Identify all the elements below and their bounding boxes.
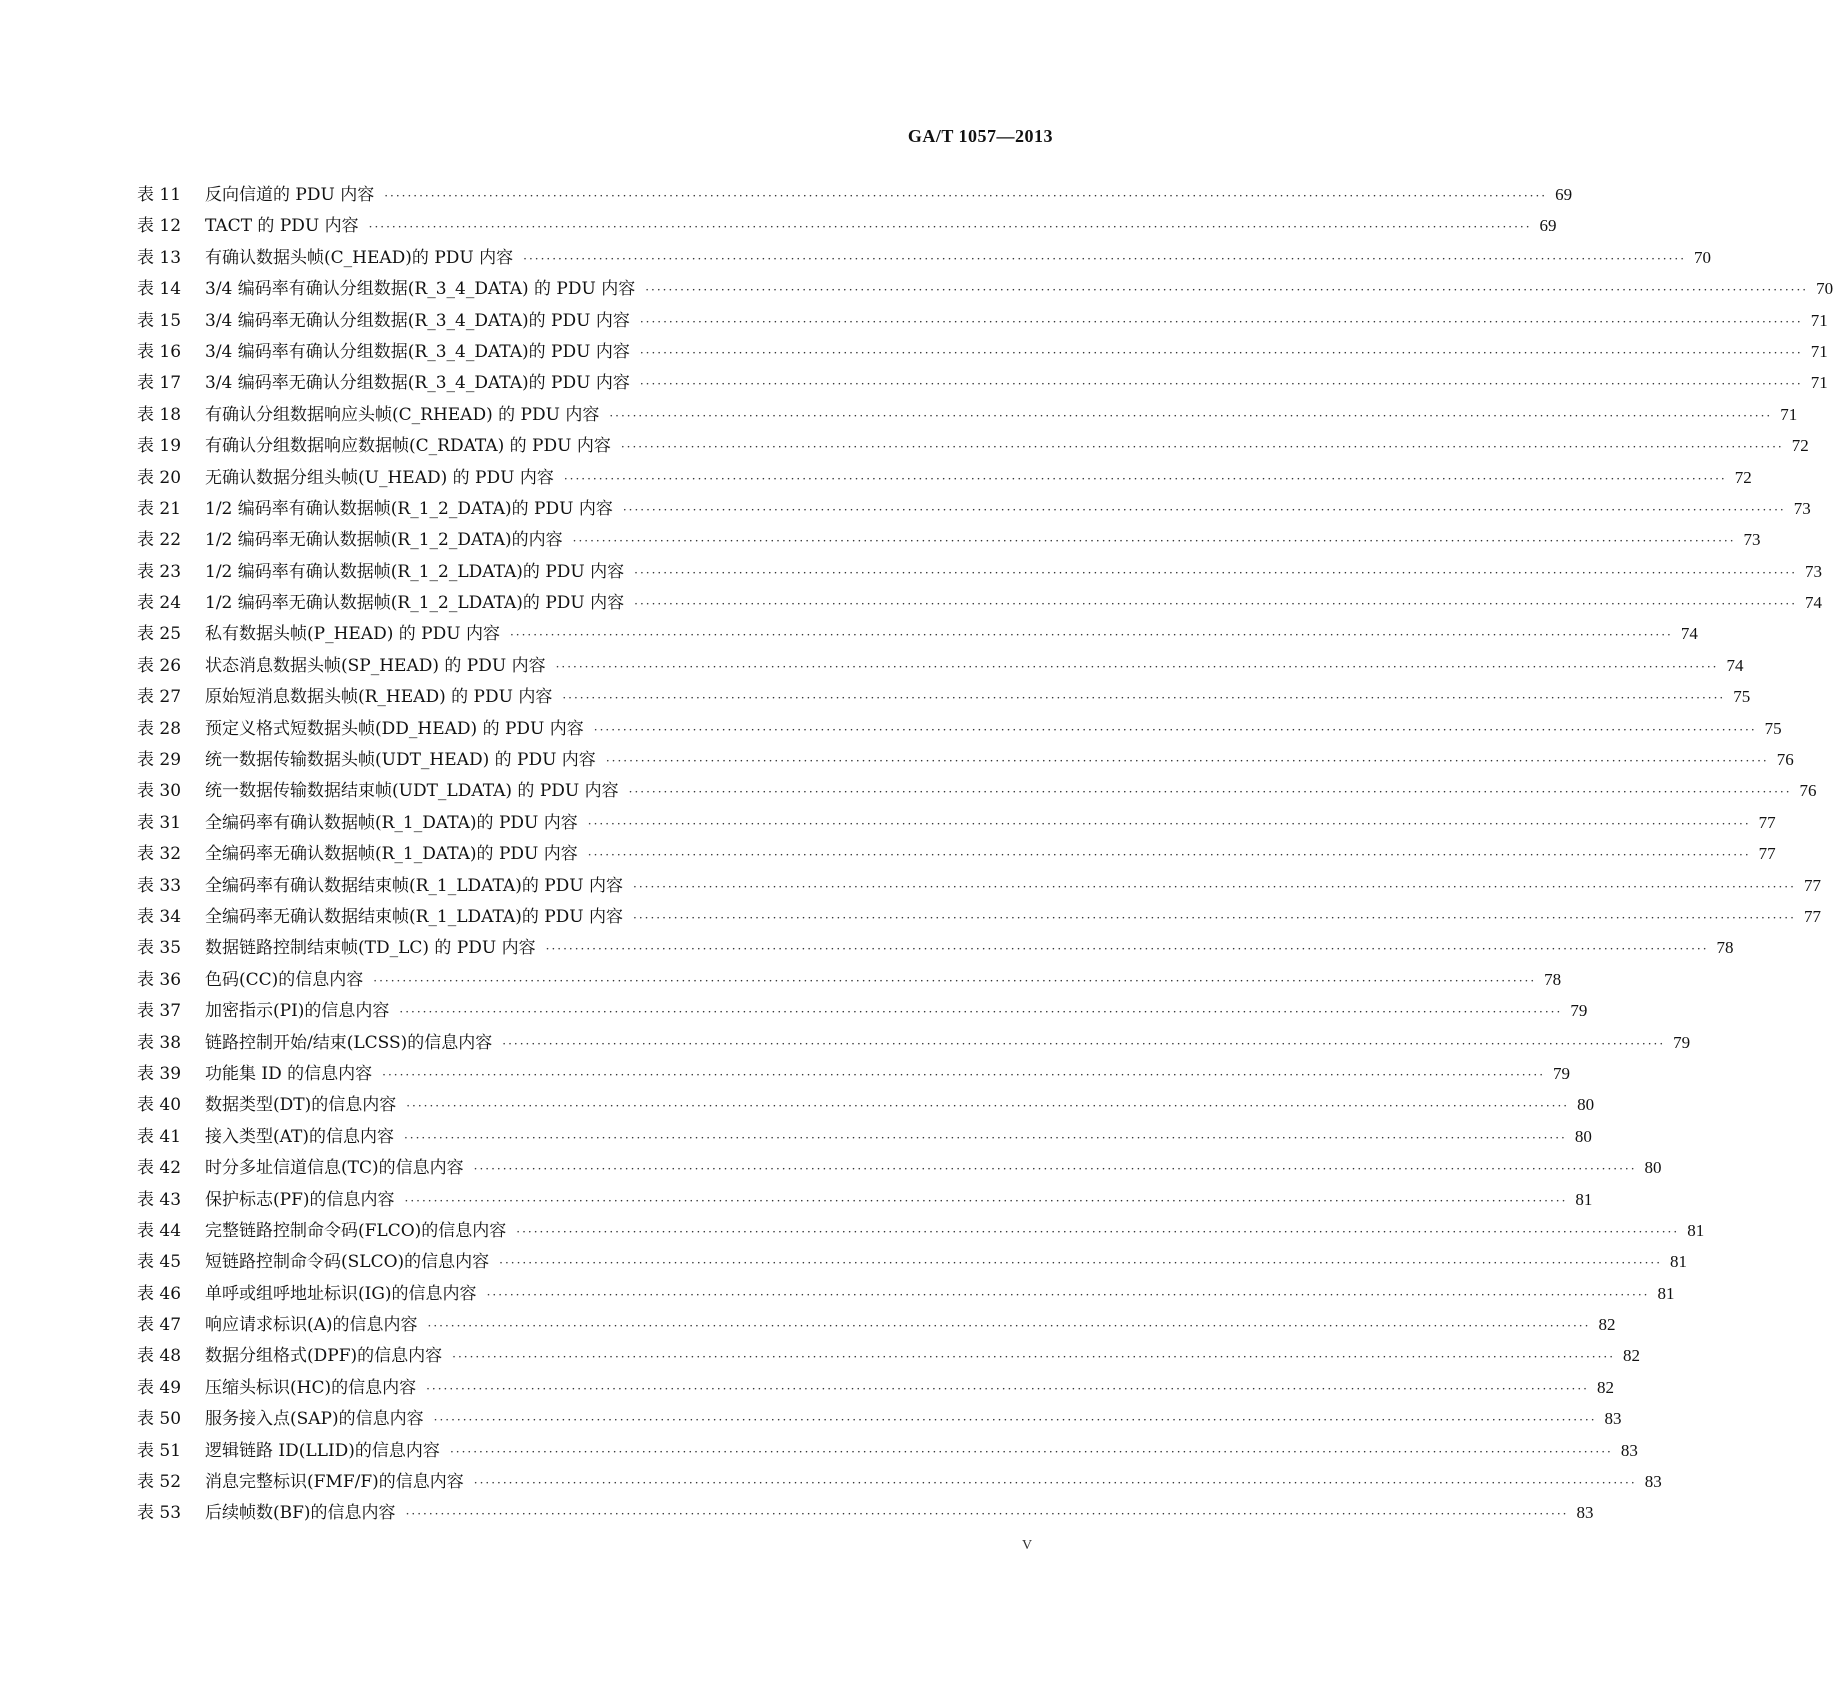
toc-entry[interactable] xyxy=(137,902,1821,933)
dot-leader: ········································································································································································································ xyxy=(639,377,1803,392)
toc-entry-page: 80 xyxy=(1644,1158,1662,1178)
toc-entry-page: 74 xyxy=(1726,655,1744,675)
dot-leader: ········································································································································································································ xyxy=(502,1036,1666,1051)
toc-entry-number: 表 21 xyxy=(137,498,182,519)
toc-entry[interactable] xyxy=(137,1310,1616,1341)
dot-leader: ········································································································································································································ xyxy=(403,1130,1567,1145)
dot-leader: ········································································································································································································ xyxy=(633,879,1796,894)
toc-entry-title: 1/2 编码率有确认数据帧(R_1_2_DATA)的 PDU 内容 xyxy=(205,498,613,519)
toc-entry-title: 1/2 编码率无确认数据帧(R_1_2_DATA)的内容 xyxy=(205,530,563,551)
dot-leader: ········································································································································································································ xyxy=(639,314,1803,329)
toc-entry[interactable] xyxy=(137,965,1562,996)
dot-leader: ········································································································································································································ xyxy=(516,1224,1680,1239)
toc-entry[interactable] xyxy=(137,588,1823,619)
toc-entry-title: 数据类型(DT)的信息内容 xyxy=(205,1095,397,1116)
toc-entry-number: 表 51 xyxy=(137,1440,182,1461)
toc-entry-number: 表 35 xyxy=(137,938,182,959)
toc-entry-page: 77 xyxy=(1758,844,1776,864)
dot-leader: ········································································································································································································ xyxy=(645,283,1809,298)
toc-entry-page: 77 xyxy=(1803,875,1821,895)
toc-entry-title: 色码(CC)的信息内容 xyxy=(205,969,364,990)
toc-entry-number: 表 17 xyxy=(137,373,182,394)
toc-entry-title: 有确认分组数据响应头帧(C_RHEAD) 的 PDU 内容 xyxy=(205,404,600,425)
dot-leader: ········································································································································································································ xyxy=(473,1476,1637,1491)
document-id: GA/T 1057—2013 xyxy=(907,126,1053,146)
toc-entry-page: 73 xyxy=(1743,530,1761,550)
table-of-contents xyxy=(137,180,1833,1530)
toc-entry-number: 表 42 xyxy=(137,1158,182,1179)
toc-entry-page: 69 xyxy=(1555,185,1573,204)
toc-entry-title: 响应请求标识(A)的信息内容 xyxy=(205,1315,418,1336)
toc-entry-number: 表 14 xyxy=(137,279,182,300)
toc-entry[interactable] xyxy=(137,368,1828,399)
toc-entry[interactable] xyxy=(137,776,1817,807)
dot-leader: ········································································································································································································ xyxy=(633,910,1796,925)
toc-entry-number: 表 29 xyxy=(137,750,182,771)
toc-entry-title: 反向信道的 PDU 内容 xyxy=(205,185,375,205)
toc-entry-number: 表 46 xyxy=(137,1283,182,1304)
toc-entry-page: 71 xyxy=(1780,404,1798,424)
toc-entry-number: 表 32 xyxy=(137,844,182,865)
toc-entry[interactable] xyxy=(137,1185,1593,1216)
toc-entry-number: 表 52 xyxy=(137,1472,182,1493)
toc-entry-title: 链路控制开始/结束(LCSS)的信息内容 xyxy=(205,1032,493,1053)
toc-entry-page: 73 xyxy=(1805,561,1823,581)
dot-leader: ········································································································································································································ xyxy=(473,1162,1637,1177)
toc-entry-page: 72 xyxy=(1791,436,1809,456)
toc-entry-number: 表 27 xyxy=(137,687,182,708)
dot-leader: ········································································································································································································ xyxy=(452,1350,1616,1365)
toc-entry[interactable] xyxy=(137,933,1734,964)
toc-entry-title: 1/2 编码率无确认数据帧(R_1_2_LDATA)的 PDU 内容 xyxy=(205,593,625,614)
toc-entry-title: 全编码率有确认数据结束帧(R_1_LDATA)的 PDU 内容 xyxy=(205,875,624,896)
toc-entry-number: 表 47 xyxy=(137,1315,182,1336)
toc-entry-number: 表 41 xyxy=(137,1126,182,1147)
toc-entry-page: 82 xyxy=(1598,1315,1616,1335)
toc-entry[interactable] xyxy=(137,243,1712,274)
toc-entry-title: 3/4 编码率无确认分组数据(R_3_4_DATA)的 PDU 内容 xyxy=(205,310,630,331)
dot-leader: ········································································································································································································ xyxy=(634,565,1798,580)
toc-entry-page: 77 xyxy=(1758,812,1776,832)
toc-entry-title: 数据链路控制结束帧(TD_LC) 的 PDU 内容 xyxy=(205,938,536,959)
toc-entry-page: 71 xyxy=(1810,373,1828,393)
toc-entry-title: 时分多址信道信息(TC)的信息内容 xyxy=(205,1158,464,1179)
toc-entry-number: 表 43 xyxy=(137,1189,182,1210)
toc-entry-number: 表 48 xyxy=(137,1346,182,1367)
toc-entry[interactable] xyxy=(137,211,1557,242)
toc-entry-page: 83 xyxy=(1620,1440,1638,1460)
toc-entry-page: 69 xyxy=(1539,216,1557,236)
dot-leader: ········································································································································································································ xyxy=(384,189,1548,203)
toc-entry-title: 消息完整标识(FMF/F)的信息内容 xyxy=(205,1472,464,1493)
toc-entry-title: 服务接入点(SAP)的信息内容 xyxy=(205,1409,424,1430)
toc-entry-page: 79 xyxy=(1553,1063,1571,1083)
dot-leader: ········································································································································································································ xyxy=(499,1256,1663,1271)
toc-entry-number: 表 39 xyxy=(137,1063,182,1084)
toc-entry-number: 表 49 xyxy=(137,1377,182,1398)
toc-entry[interactable] xyxy=(137,1467,1662,1498)
toc-entry-number: 表 40 xyxy=(137,1095,182,1116)
toc-entry-title: 加密指示(PI)的信息内容 xyxy=(205,1001,390,1022)
toc-entry-title: 有确认分组数据响应数据帧(C_RDATA) 的 PDU 内容 xyxy=(205,436,611,457)
toc-entry[interactable] xyxy=(137,682,1751,713)
dot-leader: ········································································································································································································ xyxy=(593,722,1757,737)
dot-leader: ········································································································································································································ xyxy=(426,1381,1589,1396)
toc-entry[interactable] xyxy=(137,871,1821,902)
toc-entry-title: 统一数据传输数据头帧(UDT_HEAD) 的 PDU 内容 xyxy=(205,750,596,771)
toc-entry[interactable] xyxy=(137,996,1588,1027)
toc-entry-title: 状态消息数据头帧(SP_HEAD) 的 PDU 内容 xyxy=(205,655,546,676)
toc-entry[interactable] xyxy=(137,400,1798,431)
toc-entry-title: 保护标志(PF)的信息内容 xyxy=(205,1189,395,1210)
toc-entry[interactable] xyxy=(137,431,1809,462)
toc-entry-title: 接入类型(AT)的信息内容 xyxy=(205,1126,394,1147)
toc-entry[interactable] xyxy=(137,274,1833,305)
toc-entry-title: 预定义格式短数据头帧(DD_HEAD) 的 PDU 内容 xyxy=(205,718,584,739)
toc-entry-page: 81 xyxy=(1657,1283,1675,1303)
toc-entry-number: 表 15 xyxy=(137,310,182,331)
toc-entry-number: 表 33 xyxy=(137,875,182,896)
toc-entry[interactable] xyxy=(137,1216,1705,1247)
page-number: V xyxy=(1022,1538,1033,1553)
toc-entry-number: 表 12 xyxy=(137,216,182,237)
toc-entry[interactable] xyxy=(137,1153,1662,1184)
toc-entry[interactable] xyxy=(137,180,1573,211)
dot-leader: ········································································································································································································ xyxy=(620,440,1784,455)
toc-entry-title: 后续帧数(BF)的信息内容 xyxy=(205,1503,396,1524)
dot-leader: ········································································································································································································ xyxy=(622,502,1786,517)
toc-entry-page: 77 xyxy=(1803,906,1821,926)
toc-entry-page: 81 xyxy=(1670,1252,1688,1272)
toc-entry-title: 全编码率无确认数据结束帧(R_1_LDATA)的 PDU 内容 xyxy=(205,906,624,927)
toc-entry-number: 表 34 xyxy=(137,906,182,927)
toc-entry[interactable] xyxy=(137,1122,1592,1153)
toc-entry[interactable] xyxy=(137,808,1776,839)
toc-entry-title: 有确认数据头帧(C_HEAD)的 PDU 内容 xyxy=(205,247,514,268)
toc-entry-number: 表 13 xyxy=(137,247,182,268)
toc-entry-number: 表 25 xyxy=(137,624,182,645)
toc-entry-title: 3/4 编码率无确认分组数据(R_3_4_DATA)的 PDU 内容 xyxy=(205,373,630,394)
toc-entry-page: 70 xyxy=(1694,247,1712,267)
toc-entry-number: 表 50 xyxy=(137,1409,182,1430)
dot-leader: ········································································································································································································ xyxy=(587,816,1751,831)
toc-entry-title: 全编码率有确认数据帧(R_1_DATA)的 PDU 内容 xyxy=(205,812,578,833)
toc-entry-page: 83 xyxy=(1604,1409,1622,1429)
toc-entry[interactable] xyxy=(137,1436,1638,1467)
dot-leader: ········································································································································································································ xyxy=(639,345,1803,360)
dot-leader: ········································································································································································································ xyxy=(382,1067,1546,1082)
toc-entry-page: 78 xyxy=(1544,969,1562,989)
toc-entry[interactable] xyxy=(137,1090,1595,1121)
toc-entry-number: 表 28 xyxy=(137,718,182,739)
toc-entry-title: 3/4 编码率有确认分组数据(R_3_4_DATA) 的 PDU 内容 xyxy=(205,279,636,300)
toc-entry-number: 表 22 xyxy=(137,530,182,551)
toc-entry[interactable] xyxy=(137,714,1782,745)
dot-leader: ········································································································································································································ xyxy=(404,1193,1568,1208)
toc-entry-title: 数据分组格式(DPF)的信息内容 xyxy=(205,1346,443,1367)
toc-entry-page: 81 xyxy=(1687,1220,1705,1240)
toc-entry[interactable] xyxy=(137,1279,1675,1310)
toc-entry-title: 压缩头标识(HC)的信息内容 xyxy=(205,1377,417,1398)
dot-leader: ········································································································································································································ xyxy=(405,1507,1569,1522)
toc-entry[interactable] xyxy=(137,619,1698,650)
toc-entry-page: 74 xyxy=(1805,593,1823,613)
toc-entry[interactable] xyxy=(137,1247,1688,1278)
toc-entry-title: 私有数据头帧(P_HEAD) 的 PDU 内容 xyxy=(205,624,500,645)
toc-entry-title: 短链路控制命令码(SLCO)的信息内容 xyxy=(205,1252,490,1273)
toc-entry-title: TACT 的 PDU 内容 xyxy=(205,216,359,237)
toc-entry-title: 全编码率无确认数据帧(R_1_DATA)的 PDU 内容 xyxy=(205,844,578,865)
toc-entry-page: 75 xyxy=(1764,718,1782,738)
toc-entry[interactable] xyxy=(137,651,1744,682)
toc-entry-number: 表 38 xyxy=(137,1032,182,1053)
toc-entry[interactable] xyxy=(137,463,1752,494)
toc-entry-number: 表 44 xyxy=(137,1220,182,1241)
dot-leader: ········································································································································································································ xyxy=(555,659,1719,674)
toc-entry-page: 71 xyxy=(1810,341,1828,361)
toc-entry[interactable] xyxy=(137,1498,1594,1529)
toc-entry-title: 统一数据传输数据结束帧(UDT_LDATA) 的 PDU 内容 xyxy=(205,781,619,802)
dot-leader: ········································································································································································································ xyxy=(399,1005,1563,1020)
toc-entry-page: 79 xyxy=(1570,1001,1588,1021)
toc-entry-number: 表 26 xyxy=(137,655,182,676)
dot-leader: ········································································································································································································ xyxy=(427,1319,1591,1334)
dot-leader: ········································································································································································································ xyxy=(605,754,1769,769)
dot-leader: ········································································································································································································ xyxy=(509,628,1673,643)
toc-entry[interactable] xyxy=(137,1341,1641,1372)
toc-entry-number: 表 45 xyxy=(137,1252,182,1273)
toc-entry-page: 76 xyxy=(1799,781,1817,801)
toc-entry[interactable] xyxy=(137,525,1761,556)
toc-entry-page: 76 xyxy=(1776,750,1794,770)
toc-entry-number: 表 24 xyxy=(137,593,182,614)
toc-entry-number: 表 11 xyxy=(137,185,182,205)
toc-entry[interactable] xyxy=(137,494,1811,525)
toc-entry[interactable] xyxy=(137,1404,1622,1435)
toc-entry-page: 83 xyxy=(1576,1503,1594,1523)
toc-entry-number: 表 18 xyxy=(137,404,182,425)
dot-leader: ········································································································································································································ xyxy=(449,1444,1613,1459)
toc-entry-number: 表 19 xyxy=(137,436,182,457)
toc-entry[interactable] xyxy=(137,337,1828,368)
toc-entry-number: 表 23 xyxy=(137,561,182,582)
toc-entry[interactable] xyxy=(137,1373,1614,1404)
toc-entry-page: 79 xyxy=(1673,1032,1691,1052)
toc-entry-page: 71 xyxy=(1810,310,1828,330)
toc-entry-number: 表 31 xyxy=(137,812,182,833)
toc-entry-title: 单呼或组呼地址标识(IG)的信息内容 xyxy=(205,1283,477,1304)
toc-entry-page: 70 xyxy=(1816,279,1833,299)
dot-leader: ········································································································································································································ xyxy=(545,942,1709,957)
toc-entry-number: 表 36 xyxy=(137,969,182,990)
toc-entry[interactable] xyxy=(137,557,1823,588)
toc-entry-page: 83 xyxy=(1644,1472,1662,1492)
toc-entry-title: 完整链路控制命令码(FLCO)的信息内容 xyxy=(205,1220,507,1241)
toc-entry-number: 表 16 xyxy=(137,341,182,362)
toc-entry[interactable] xyxy=(137,1059,1571,1090)
toc-entry-page: 80 xyxy=(1577,1095,1595,1115)
dot-leader: ········································································································································································································ xyxy=(406,1099,1570,1114)
toc-entry-title: 无确认数据分组头帧(U_HEAD) 的 PDU 内容 xyxy=(205,467,554,488)
dot-leader: ········································································································································································································ xyxy=(373,973,1537,988)
toc-entry[interactable] xyxy=(137,745,1794,776)
toc-entry-page: 82 xyxy=(1623,1346,1641,1366)
toc-entry-page: 78 xyxy=(1716,938,1734,958)
toc-entry[interactable] xyxy=(137,306,1828,337)
dot-leader: ········································································································································································································ xyxy=(628,785,1792,800)
dot-leader: ········································································································································································································ xyxy=(634,597,1798,612)
toc-entry-page: 80 xyxy=(1574,1126,1592,1146)
toc-entry-title: 逻辑链路 ID(LLID)的信息内容 xyxy=(205,1440,440,1461)
toc-entry-page: 81 xyxy=(1575,1189,1593,1209)
dot-leader: ········································································································································································································ xyxy=(486,1287,1650,1302)
toc-entry-page: 74 xyxy=(1680,624,1698,644)
dot-leader: ········································································································································································································ xyxy=(563,471,1727,486)
toc-entry-title: 1/2 编码率有确认数据帧(R_1_2_LDATA)的 PDU 内容 xyxy=(205,561,625,582)
toc-entry-page: 75 xyxy=(1733,687,1751,707)
toc-entry-number: 表 30 xyxy=(137,781,182,802)
dot-leader: ········································································································································································································ xyxy=(433,1413,1597,1428)
dot-leader: ········································································································································································································ xyxy=(562,691,1726,706)
toc-entry-title: 原始短消息数据头帧(R_HEAD) 的 PDU 内容 xyxy=(205,687,553,708)
toc-entry[interactable] xyxy=(137,1028,1691,1059)
toc-entry-page: 82 xyxy=(1597,1377,1614,1397)
toc-entry-number: 表 20 xyxy=(137,467,182,488)
toc-entry-number: 表 37 xyxy=(137,1001,182,1022)
toc-entry-title: 3/4 编码率有确认分组数据(R_3_4_DATA)的 PDU 内容 xyxy=(205,341,630,362)
dot-leader: ········································································································································································································ xyxy=(368,220,1532,235)
dot-leader: ········································································································································································································ xyxy=(523,251,1687,266)
toc-entry[interactable] xyxy=(137,839,1776,870)
dot-leader: ········································································································································································································ xyxy=(572,534,1736,549)
dot-leader: ········································································································································································································ xyxy=(587,848,1751,863)
toc-entry-number: 表 53 xyxy=(137,1503,182,1524)
toc-entry-page: 72 xyxy=(1734,467,1752,487)
dot-leader: ········································································································································································································ xyxy=(609,408,1773,423)
toc-entry-page: 73 xyxy=(1793,498,1811,518)
toc-entry-title: 功能集 ID 的信息内容 xyxy=(205,1063,373,1084)
